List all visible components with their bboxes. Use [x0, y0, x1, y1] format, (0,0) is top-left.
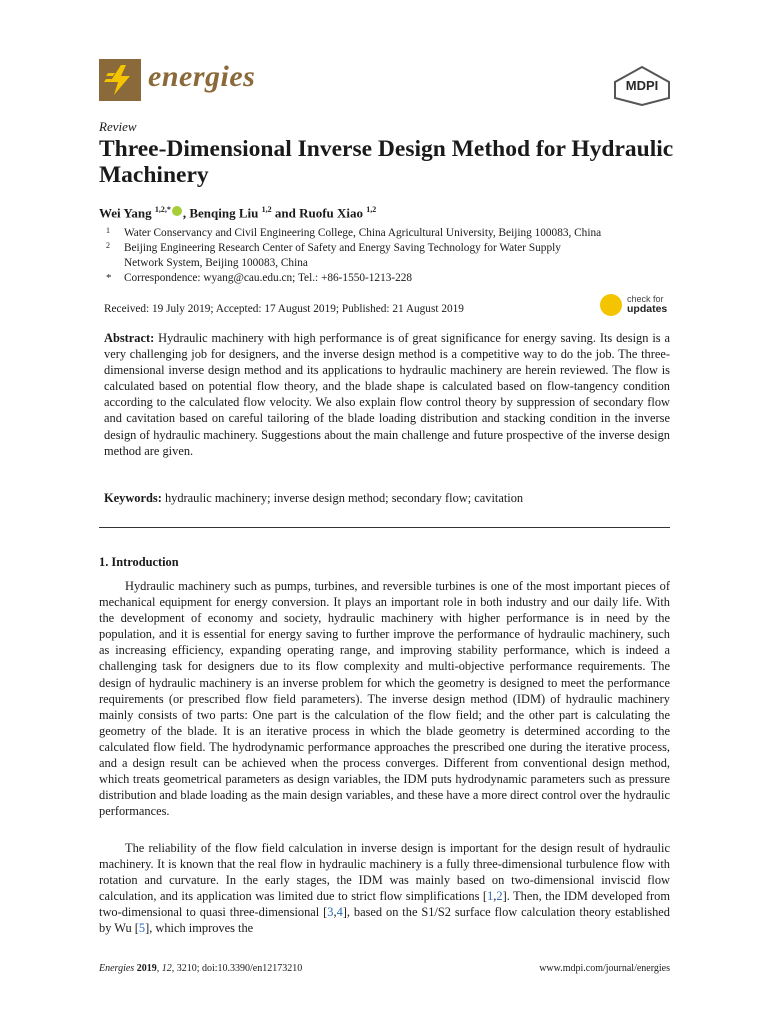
- paragraph-2: The reliability of the flow field calculation in inverse design is important for the design result of hydraulic machinery. It is known that the real flow in hydraulic machinery is a fully three-dimensional turbulence flow with rotation and curvature. In the early stages, the IDM was mainly based on two-dimensional inviscid flow calculation, and its application was limited due to strict flow simplifications [1,2]. Then, the IDM developed from two-dimensional to quasi three-dimensional [3,4], based on the S1/S2 surface flow calculation theory established by Wu [5], which improves the: [99, 841, 670, 936]
- orcid-icon[interactable]: [172, 206, 182, 216]
- article-title: Three-Dimensional Inverse Design Method for Hydraulic Machinery: [99, 136, 674, 188]
- check-updates-line1: check for: [627, 294, 664, 304]
- keywords-text: hydraulic machinery; inverse design method; secondary flow; cavitation: [164, 491, 524, 505]
- affiliation-text: Beijing Engineering Research Center of Safety and Energy Saving Technology for Water Supply: [124, 242, 561, 254]
- paragraph-1: Hydraulic machinery such as pumps, turbines, and reversible turbines is one of the most important pieces of mechanical equipment for energy conversion. It plays an important role in both industry and our daily life. With the development of economy and society, hydraulic machinery with higher performance is in need by the population, and it is essential for energy saving to further improve the performance of hydraulic machinery, such as increasing efficiency, expanding operating range, and improving stability performance, which is indeed a challenging task for designers due to its flow complexity and multi-objective performance requirements. The design of hydraulic machinery is an inverse problem for which the geometry is designed to meet the performance requirements (or prescribed flow field parameters). The inverse design method (IDM) of hydraulic machinery mainly consists of two parts: One part is the calculation of the flow field; and the other part is calculating the geometry of the blade. It is an iterative process in which the blade geometry is determined according to the calculated flow field. The hydrodynamic performance approaches the prescribed one during the iterative process, and a design result can be achieved when the process converges. Different from conventional design method, which treats geometrical parameters as design variables, the IDM puts hydrodynamic parameters such as pressure distribution and blade loading as the main design variables, and these have a more direct control over the hydraulic performances.: [99, 579, 670, 819]
- abstract: [104, 330, 670, 459]
- paragraph-text: ]. Then, the IDM developed from two-dimensional to quasi three-dimensional [: [99, 889, 670, 920]
- paragraph-text: ], based on the S1/S2 surface flow calculation theory established by Wu [: [99, 905, 670, 936]
- abstract-text: Hydraulic machinery with high performance is of great significance for energy saving. Its design is a very challenging job for designers, and the inverse design method is a competitive way to do the job. The three-dimensional inverse design method and its applications to hydraulic machinery are herein reviewed. The flow is calculated based on potential flow theory, and the blade shape is calculated based on flow-tangency condition according to the calculated flow velocity. We also explain flow control theory by suppression of secondary flow and cavitation based on careful tailoring of the blade loading distribution and stacking condition in the inverse design of hydraulic machinery. Suggestions about the main challenge and future prospective of the inverse design method are given.: [104, 331, 670, 458]
- footer-citation: Energies 2019, 12, 3210; doi:10.3390/en12173210: [99, 963, 303, 974]
- footer-year: 2019: [136, 963, 157, 974]
- publisher-name: MDPI: [625, 78, 659, 93]
- author-name[interactable]: Benqing Liu: [189, 205, 259, 221]
- journal-name: energies: [148, 60, 256, 93]
- footer-journal-url[interactable]: www.mdpi.com/journal/energies: [539, 963, 670, 974]
- author-separator: and: [271, 205, 300, 221]
- author-name[interactable]: Ruofu Xiao: [299, 205, 364, 221]
- abstract-label: Abstract:: [104, 331, 155, 345]
- citation-link[interactable]: 1: [487, 889, 494, 904]
- author-name[interactable]: Wei Yang: [99, 205, 152, 221]
- citation-link[interactable]: 5: [138, 921, 146, 936]
- check-updates-line2: updates: [627, 303, 668, 315]
- footer-doi: , 3210; doi:10.3390/en12173210: [171, 963, 303, 974]
- correspondence-text[interactable]: Correspondence: wyang@cau.edu.cn; Tel.: +86-1550-1213-228: [124, 272, 413, 284]
- citation-link[interactable]: 2: [496, 889, 503, 904]
- correspondence-mark: *: [106, 272, 112, 284]
- paragraph-text: ], which improves the: [145, 921, 254, 936]
- journal-logo-icon: [99, 59, 141, 101]
- author-separator: ,: [182, 205, 190, 221]
- author-affiliation-marks: 1,2: [366, 205, 377, 214]
- affiliation-text: Water Conservancy and Civil Engineering College, China Agricultural University, Beijing 100083, China: [124, 227, 602, 239]
- affiliation-number: 1: [106, 226, 110, 235]
- check-updates-icon: [600, 294, 622, 316]
- affiliation-text: Network System, Beijing 100083, China: [124, 257, 308, 269]
- paragraph-text: The reliability of the flow field calculation in inverse design is important for the design result of hydraulic machinery. It is known that the real flow in hydraulic machinery is a fully three-dimensional turbulence flow with rotation and curvature. In the early stages, the IDM was mainly based on two-dimensional inviscid flow calculation, and its application was limited due to strict flow simplifications [: [99, 841, 670, 904]
- citation-link[interactable]: 4: [336, 905, 343, 920]
- affiliation-number: 2: [106, 241, 110, 250]
- footer-volume: 12: [161, 963, 172, 974]
- author-list: [99, 205, 376, 221]
- keywords-label: Keywords:: [104, 491, 162, 505]
- section-divider: [99, 527, 670, 528]
- section-heading: 1. Introduction: [99, 555, 179, 569]
- footer-journal: Energies: [99, 963, 135, 974]
- check-for-updates-button[interactable]: [600, 292, 675, 318]
- author-affiliation-marks: 1,2,*: [154, 205, 171, 214]
- publication-dates: Received: 19 July 2019; Accepted: 17 August 2019; Published: 21 August 2019: [104, 303, 464, 315]
- citation-link[interactable]: 3: [327, 905, 334, 920]
- author-affiliation-marks: 1,2: [261, 205, 272, 214]
- keywords: [104, 491, 670, 506]
- check-updates-label: [627, 294, 667, 314]
- article-type: Review: [99, 119, 137, 134]
